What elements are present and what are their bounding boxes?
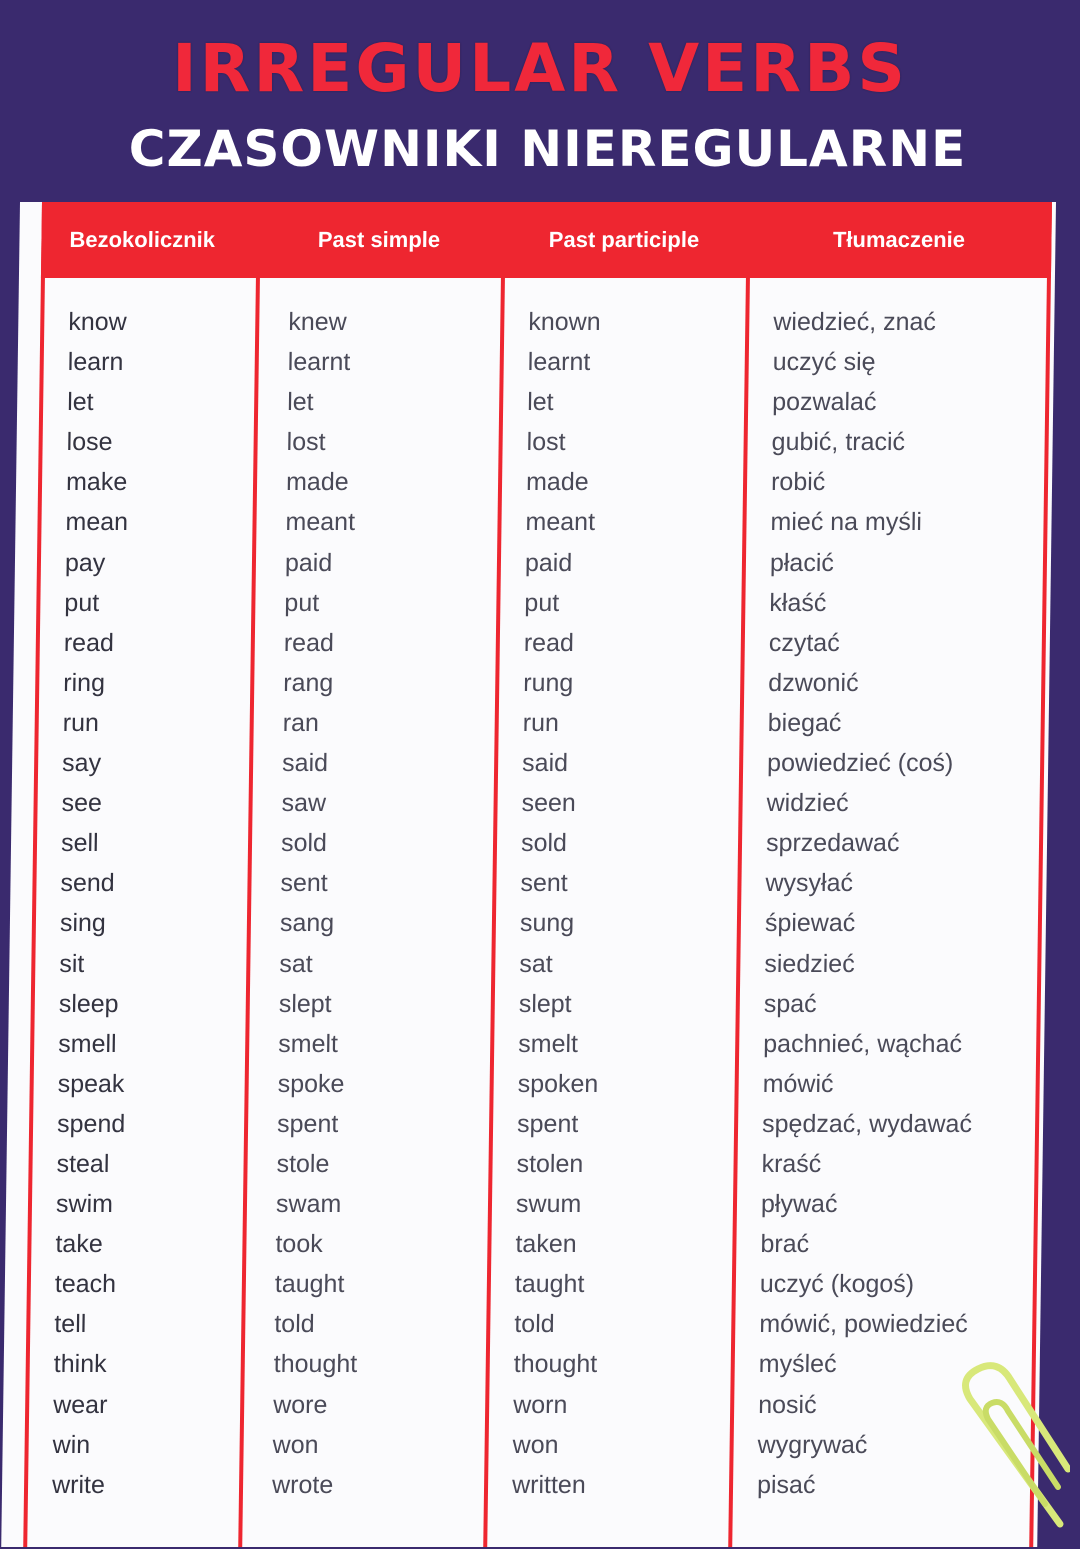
- cell-infinitive: put: [64, 588, 100, 617]
- column-past-simple: [272, 302, 372, 1505]
- cell-past-participle: put: [524, 588, 560, 617]
- cell-translation: płacić: [769, 548, 835, 577]
- cell-infinitive: know: [68, 308, 127, 336]
- cell-past-simple: thought: [273, 1350, 358, 1379]
- cell-past-simple: paid: [284, 548, 333, 577]
- cell-translation: brać: [760, 1230, 810, 1259]
- cell-infinitive: let: [67, 388, 94, 417]
- cell-past-simple: ran: [282, 708, 320, 737]
- header-translation: Tłumaczenie: [832, 227, 966, 252]
- cell-past-participle: meant: [525, 508, 596, 537]
- cell-past-participle: paid: [524, 548, 573, 577]
- cell-infinitive: speak: [57, 1069, 125, 1098]
- cell-past-simple: let: [287, 388, 314, 417]
- cell-past-participle: slept: [518, 989, 572, 1018]
- cell-infinitive: sleep: [58, 989, 119, 1018]
- cell-past-participle: written: [511, 1470, 586, 1499]
- cell-past-simple: lost: [286, 428, 326, 457]
- cell-past-participle: said: [521, 749, 569, 778]
- cell-translation: pisać: [756, 1470, 816, 1499]
- cell-past-simple: put: [284, 588, 320, 617]
- cell-past-participle: told: [514, 1310, 555, 1339]
- cell-translation: uczyć (kogoś): [759, 1270, 915, 1299]
- cell-past-simple: wrote: [271, 1470, 334, 1499]
- cell-past-participle: spoken: [517, 1069, 599, 1098]
- cell-past-participle: won: [512, 1430, 559, 1459]
- cell-translation: mówić: [762, 1069, 834, 1098]
- cell-past-participle: known: [528, 308, 601, 336]
- cell-infinitive: see: [61, 789, 103, 818]
- cell-translation: mieć na myśli: [770, 508, 923, 537]
- cell-past-participle: lost: [526, 428, 566, 457]
- column-infinitive: [52, 302, 137, 1505]
- cell-translation: pachnieć, wąchać: [763, 1029, 963, 1058]
- cell-infinitive: write: [51, 1470, 106, 1499]
- cell-past-simple: spent: [276, 1109, 339, 1138]
- cell-past-simple: taught: [274, 1270, 345, 1299]
- cell-past-simple: saw: [281, 789, 327, 818]
- table-border-left: [23, 202, 46, 1547]
- cell-translation: wygrywać: [757, 1430, 868, 1459]
- cell-past-simple: rang: [283, 668, 334, 697]
- header-past-simple: Past simple: [317, 227, 441, 252]
- cell-translation: widzieć: [766, 789, 849, 818]
- cell-past-simple: wore: [273, 1390, 328, 1419]
- cell-infinitive: send: [60, 869, 115, 898]
- cell-past-participle: taught: [514, 1270, 585, 1299]
- cell-past-participle: learnt: [527, 348, 591, 377]
- page-subtitle: CZASOWNIKI NIEREGULARNE: [128, 120, 967, 178]
- cell-past-participle: worn: [513, 1390, 568, 1419]
- cell-translation: śpiewać: [764, 909, 856, 938]
- cell-translation: mówić, powiedzieć: [759, 1310, 968, 1339]
- cell-past-participle: read: [523, 628, 575, 657]
- cell-past-simple: sat: [279, 949, 313, 978]
- cell-translation: spędzać, wydawać: [761, 1109, 973, 1138]
- cell-past-participle: sung: [519, 909, 575, 938]
- cell-past-simple: took: [275, 1230, 323, 1259]
- column-divider: [728, 278, 750, 1547]
- cell-past-simple: won: [272, 1430, 319, 1459]
- cell-past-participle: thought: [513, 1350, 598, 1379]
- cell-infinitive: swim: [55, 1190, 114, 1219]
- cell-translation: wiedzieć, znać: [773, 308, 937, 336]
- cell-infinitive: wear: [53, 1390, 108, 1419]
- cell-past-simple: sang: [279, 909, 335, 938]
- cell-past-participle: seen: [521, 789, 577, 818]
- cell-past-participle: swum: [515, 1190, 582, 1219]
- cell-translation: dzwonić: [768, 668, 859, 697]
- cell-past-participle: made: [525, 468, 589, 497]
- cell-past-participle: run: [522, 708, 560, 737]
- cell-translation: pozwalać: [772, 388, 877, 417]
- cell-infinitive: tell: [54, 1310, 87, 1339]
- cell-infinitive: smell: [58, 1029, 117, 1058]
- header-infinitive: Bezokolicznik: [69, 227, 216, 252]
- cell-past-participle: sat: [519, 949, 553, 978]
- cell-past-simple: told: [274, 1310, 315, 1339]
- cell-infinitive: sit: [59, 949, 85, 978]
- column-translation: [757, 302, 984, 1505]
- cell-infinitive: read: [63, 628, 115, 657]
- cell-translation: sprzedawać: [765, 829, 900, 858]
- cell-infinitive: win: [52, 1430, 91, 1459]
- cell-past-participle: taken: [515, 1230, 577, 1259]
- column-divider: [483, 278, 505, 1547]
- cell-translation: wysyłać: [765, 869, 854, 898]
- cell-translation: biegać: [767, 708, 842, 737]
- table-header: [41, 202, 1052, 278]
- cell-past-simple: stole: [276, 1149, 330, 1178]
- column-past-participle: [512, 302, 612, 1505]
- header-past-participle: Past participle: [548, 227, 700, 252]
- column-divider: [238, 278, 260, 1547]
- cell-infinitive: teach: [54, 1270, 117, 1299]
- cell-translation: spać: [763, 989, 817, 1018]
- cell-past-simple: read: [283, 628, 335, 657]
- cell-past-simple: knew: [288, 308, 347, 336]
- cell-past-simple: said: [281, 749, 329, 778]
- verb-table: [1, 202, 1056, 1547]
- cell-past-simple: swam: [275, 1190, 342, 1219]
- paperclip-icon: [950, 1339, 1070, 1529]
- cell-translation: uczyć się: [772, 348, 876, 377]
- cell-past-simple: sent: [280, 869, 328, 898]
- cell-past-simple: slept: [278, 989, 332, 1018]
- cell-past-participle: let: [527, 388, 554, 417]
- cell-translation: kraść: [761, 1149, 822, 1178]
- cell-infinitive: lose: [66, 428, 113, 457]
- cell-past-simple: made: [285, 468, 349, 497]
- cell-infinitive: sell: [60, 829, 99, 858]
- cell-past-simple: spoke: [277, 1069, 345, 1098]
- cell-past-simple: meant: [285, 508, 356, 537]
- cell-translation: gubić, tracić: [771, 428, 906, 457]
- cell-translation: czytać: [768, 628, 840, 657]
- cell-infinitive: make: [65, 468, 128, 497]
- cell-translation: pływać: [760, 1190, 838, 1219]
- cell-translation: siedzieć: [764, 949, 855, 978]
- cell-past-simple: learnt: [287, 348, 351, 377]
- cell-past-simple: smelt: [278, 1029, 339, 1058]
- cell-infinitive: ring: [63, 668, 106, 697]
- cell-infinitive: think: [53, 1350, 107, 1379]
- page-title: IRREGULAR VERBS: [172, 30, 908, 107]
- cell-translation: kłaść: [769, 588, 827, 617]
- cell-infinitive: take: [55, 1230, 103, 1259]
- cell-infinitive: steal: [56, 1149, 110, 1178]
- cell-past-participle: sent: [520, 869, 568, 898]
- cell-past-simple: sold: [280, 829, 328, 858]
- cell-translation: nosić: [758, 1390, 817, 1419]
- cell-translation: powiedzieć (coś): [766, 749, 954, 778]
- cell-infinitive: mean: [65, 508, 129, 537]
- cell-past-participle: stolen: [516, 1149, 584, 1178]
- cell-translation: myśleć: [758, 1350, 837, 1379]
- cell-past-participle: smelt: [518, 1029, 579, 1058]
- cell-infinitive: run: [62, 708, 100, 737]
- cell-infinitive: spend: [56, 1109, 126, 1138]
- cell-infinitive: learn: [67, 348, 124, 377]
- cell-translation: robić: [770, 468, 826, 497]
- cell-past-participle: rung: [523, 668, 574, 697]
- cell-infinitive: sing: [59, 909, 106, 938]
- cell-infinitive: pay: [64, 548, 106, 577]
- cell-infinitive: say: [61, 749, 102, 778]
- cell-past-participle: sold: [520, 829, 568, 858]
- cell-past-participle: spent: [516, 1109, 579, 1138]
